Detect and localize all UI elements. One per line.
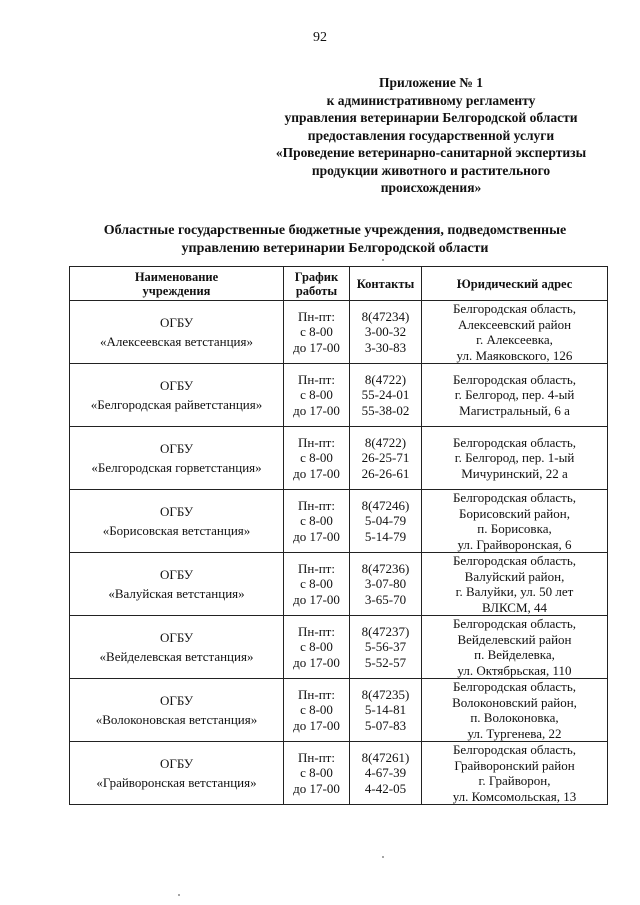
schedule-cell-line: Пн-пт: [298,623,335,639]
address-cell-line: Грайворонский район [454,757,575,773]
address-cell [422,742,608,805]
contacts-cell-line: 5-52-57 [364,654,407,670]
address-cell [422,364,608,427]
schedule-cell [284,364,350,427]
name-cell-line: «Белгородская райветстанция» [90,396,263,412]
scan-speck [382,856,384,858]
name-cell [70,364,284,427]
contacts-cell-line: 5-04-79 [364,513,407,529]
contacts-cell [350,742,422,805]
name-cell-line: «Борисовская ветстанция» [102,522,251,538]
contacts-cell-line: 55-38-02 [361,402,410,418]
name-cell-line: ОГБУ [159,504,194,519]
schedule-cell [284,301,350,364]
contacts-cell [350,301,422,364]
address-cell-line: ул. Грайворонская, 6 [457,536,572,552]
address-cell-line: п. Вейделевка, [474,647,555,662]
contacts-cell-line: 26-26-61 [361,465,410,481]
schedule-cell-line: Пн-пт: [298,749,335,765]
address-cell [422,679,608,742]
address-cell-line: ул. Комсомольская, 13 [452,788,577,804]
header-address: Юридический адрес [422,267,608,301]
schedule-cell [284,490,350,553]
address-cell [422,427,608,490]
name-cell-line: «Валуйская ветстанция» [108,585,245,601]
name-cell-line: ОГБУ [159,567,194,582]
table-row [70,616,608,679]
schedule-cell-line: Пн-пт: [298,434,335,450]
schedule-cell [284,553,350,616]
appendix-header [268,74,594,197]
table-row [70,427,608,490]
schedule-cell-line: с 8-00 [300,450,333,466]
address-cell [422,616,608,679]
name-cell-line: «Алексеевская ветстанция» [100,333,253,349]
schedule-cell [284,616,350,679]
table-row [70,553,608,616]
name-cell-line: ОГБУ [159,756,194,771]
appendix-line: «Проведение ветеринарно-санитарной экспертизы [275,145,587,160]
appendix-line: Приложение № 1 [379,75,483,90]
address-cell-line: п. Борисовка, [477,521,552,536]
contacts-cell-line: 8(4722) [364,434,407,450]
address-cell-line: г. Белгород, пер. 4-ый [454,387,575,403]
name-cell [70,490,284,553]
schedule-cell-line: Пн-пт: [298,560,335,576]
header-schedule: График работы [284,267,350,301]
address-cell-line: Валуйский район, [464,568,565,584]
name-cell-line: ОГБУ [159,630,194,645]
name-cell-line: ОГБУ [159,315,194,330]
address-cell-line: ул. Маяковского, 126 [456,347,573,363]
contacts-cell-line: 8(47236) [361,560,410,576]
address-cell-line: Алексеевский район [457,316,572,332]
contacts-cell-line: 3-30-83 [364,339,407,355]
address-cell-line: г. Грайворон, [478,773,551,788]
section-title-line: управлению ветеринарии Белгородской области [181,240,489,256]
schedule-cell [284,742,350,805]
address-cell-line: ул. Тургенева, 22 [467,725,562,741]
contacts-cell-line: 8(4722) [364,371,407,387]
contacts-cell [350,616,422,679]
contacts-cell-line: 8(47235) [361,686,410,702]
schedule-cell-line: с 8-00 [300,324,333,340]
address-cell-line: Магистральный, 6 а [459,402,570,418]
address-cell [422,301,608,364]
address-cell-line: ВЛКСМ, 44 [481,599,548,615]
contacts-cell-line: 5-07-83 [364,717,407,733]
schedule-cell-line: Пн-пт: [298,497,335,513]
section-title-line: Областные государственные бюджетные учреждения, подведомственные [103,223,567,238]
appendix-line: продукции животного и растительного [311,162,551,178]
schedule-cell-line: до 17-00 [293,339,340,355]
section-title [70,222,600,257]
schedule-cell-line: с 8-00 [300,513,333,529]
table-header-row [70,267,608,301]
contacts-cell-line: 8(47237) [361,623,410,639]
name-cell [70,553,284,616]
contacts-cell-line: 3-00-32 [364,324,407,340]
address-cell-line: Борисовский район, [459,505,570,521]
contacts-cell [350,679,422,742]
address-cell-line: Белгородская область, [452,553,577,568]
contacts-cell-line: 3-65-70 [364,591,407,607]
page-number: 92 [313,30,327,45]
address-cell-line: Белгородская область, [452,434,577,450]
address-cell-line: Белгородская область, [452,490,577,505]
schedule-cell-line: до 17-00 [293,717,340,733]
table-row [70,490,608,553]
header-name: Наименование учреждения [70,267,284,301]
appendix-line: к административному регламенту [326,92,536,108]
schedule-cell-line: с 8-00 [300,576,333,592]
table-row [70,364,608,427]
schedule-cell-line: Пн-пт: [298,308,335,324]
name-cell-line: «Вейделевская ветстанция» [99,648,254,664]
name-cell-line: «Белгородская горветстанция» [91,459,262,475]
contacts-cell-line: 26-25-71 [361,450,410,466]
address-cell-line: Белгородская область, [452,371,577,387]
name-cell-line: «Волоконовская ветстанция» [95,711,258,727]
schedule-cell-line: Пн-пт: [298,686,335,702]
address-cell-line: п. Волоконовка, [470,710,559,725]
schedule-cell-line: Пн-пт: [298,371,335,387]
schedule-cell-line: до 17-00 [293,654,340,670]
appendix-line: управления ветеринарии Белгородской области [284,110,578,125]
scan-speck [178,894,180,896]
schedule-cell-line: до 17-00 [293,465,340,481]
contacts-cell-line: 8(47246) [361,497,410,513]
contacts-cell-line: 8(47234) [361,308,410,324]
schedule-cell-line: с 8-00 [300,639,333,655]
scan-speck [382,259,384,261]
name-cell-line: ОГБУ [159,441,194,456]
name-cell-line: «Грайворонская ветстанция» [96,774,257,790]
contacts-cell-line: 5-56-37 [364,639,407,655]
contacts-cell-line: 5-14-79 [364,528,407,544]
address-cell-line: Мичуринский, 22 а [461,465,568,481]
contacts-cell [350,553,422,616]
contacts-cell [350,364,422,427]
contacts-cell-line: 5-14-81 [364,702,407,718]
contacts-cell-line: 55-24-01 [361,387,410,403]
address-cell-line: Волоконовский район, [452,694,577,710]
address-cell-line: Вейделевский район [457,631,572,647]
address-cell-line: ул. Октябрьская, 110 [457,662,572,678]
name-cell [70,301,284,364]
contacts-cell-line: 4-67-39 [364,765,407,781]
appendix-line: предоставления государственной услуги [307,127,555,143]
table-row [70,742,608,805]
schedule-cell [284,679,350,742]
schedule-cell-line: до 17-00 [293,591,340,607]
address-cell [422,553,608,616]
address-cell-line: г. Белгород, пер. 1-ый [454,450,575,466]
name-cell [70,679,284,742]
schedule-cell-line: до 17-00 [293,780,340,796]
institutions-table [69,266,608,805]
contacts-cell-line: 8(47261) [361,749,410,765]
schedule-cell-line: до 17-00 [293,402,340,418]
address-cell-line: Белгородская область, [452,742,577,757]
table-row [70,301,608,364]
name-cell [70,742,284,805]
address-cell-line: Белгородская область, [452,679,577,694]
name-cell [70,427,284,490]
contacts-cell [350,427,422,490]
schedule-cell-line: с 8-00 [300,765,333,781]
schedule-cell-line: до 17-00 [293,528,340,544]
address-cell [422,490,608,553]
contacts-cell-line: 3-07-80 [364,576,407,592]
schedule-cell-line: с 8-00 [300,387,333,403]
address-cell-line: г. Алексеевка, [476,332,553,347]
name-cell-line: ОГБУ [159,378,194,393]
address-cell-line: г. Валуйки, ул. 50 лет [455,584,574,599]
name-cell [70,616,284,679]
header-contacts: Контакты [350,267,422,301]
address-cell-line: Белгородская область, [452,301,577,316]
table-row [70,679,608,742]
appendix-line: происхождения» [380,180,482,195]
contacts-cell [350,490,422,553]
schedule-cell [284,427,350,490]
contacts-cell-line: 4-42-05 [364,780,407,796]
schedule-cell-line: с 8-00 [300,702,333,718]
address-cell-line: Белгородская область, [452,616,577,631]
name-cell-line: ОГБУ [159,693,194,708]
